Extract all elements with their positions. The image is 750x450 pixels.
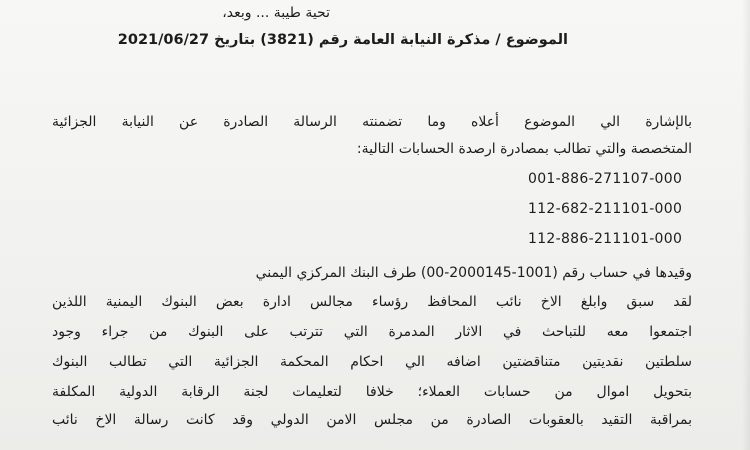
account-number-1: 001-886-271107-000 [528,171,683,187]
transfer-account-line: وقيدها في حساب رقم (1001-2000145-00) طرف البنك المركزي اليمني [255,265,692,281]
paragraph-line-2: اجتمعوا معه للتباحث في الاثار المدمرة التي تترتب على البنوك من جراء وجود [52,324,692,340]
paragraph-line-5: بمراقبة التقيد بالعقوبات الصادرة من مجلس الامن الدولي وقد كانت رسالة الاخ نائب [52,412,692,428]
paragraph-line-1: لقد سبق وابلغ الاخ نائب المحافظ رؤساء مجالس ادارة بعض البنوك اليمنية اللذين [52,294,692,310]
subject-line: الموضوع / مذكرة النيابة العامة رقم (3821) بتاريخ 2021/06/27 [117,32,568,48]
account-number-3: 112-886-211101-000 [528,231,683,247]
body-line-2: المتخصصة والتي تطالب بمصادرة ارصدة الحسابات التالية: [356,141,692,157]
greeting-line: تحية طيبة ... وبعد، [222,5,330,21]
account-number-2: 112-682-211101-000 [528,201,683,217]
body-line-1: بالإشارة الي الموضوع أعلاه وما تضمنته الرسالة الصادرة عن النيابة الجزائية [52,114,692,130]
page-edge-shadow [742,0,750,450]
paragraph-line-4: بتحويل اموال من حسابات العملاء؛ خلافا لتعليمات لجنة الرقابة الدولية المكلفة [52,384,692,400]
paragraph-line-3: سلطتين نقديتين متناقضتين اضافه الي احكام المحكمة الجزائية التي تطالب البنوك [52,354,692,370]
